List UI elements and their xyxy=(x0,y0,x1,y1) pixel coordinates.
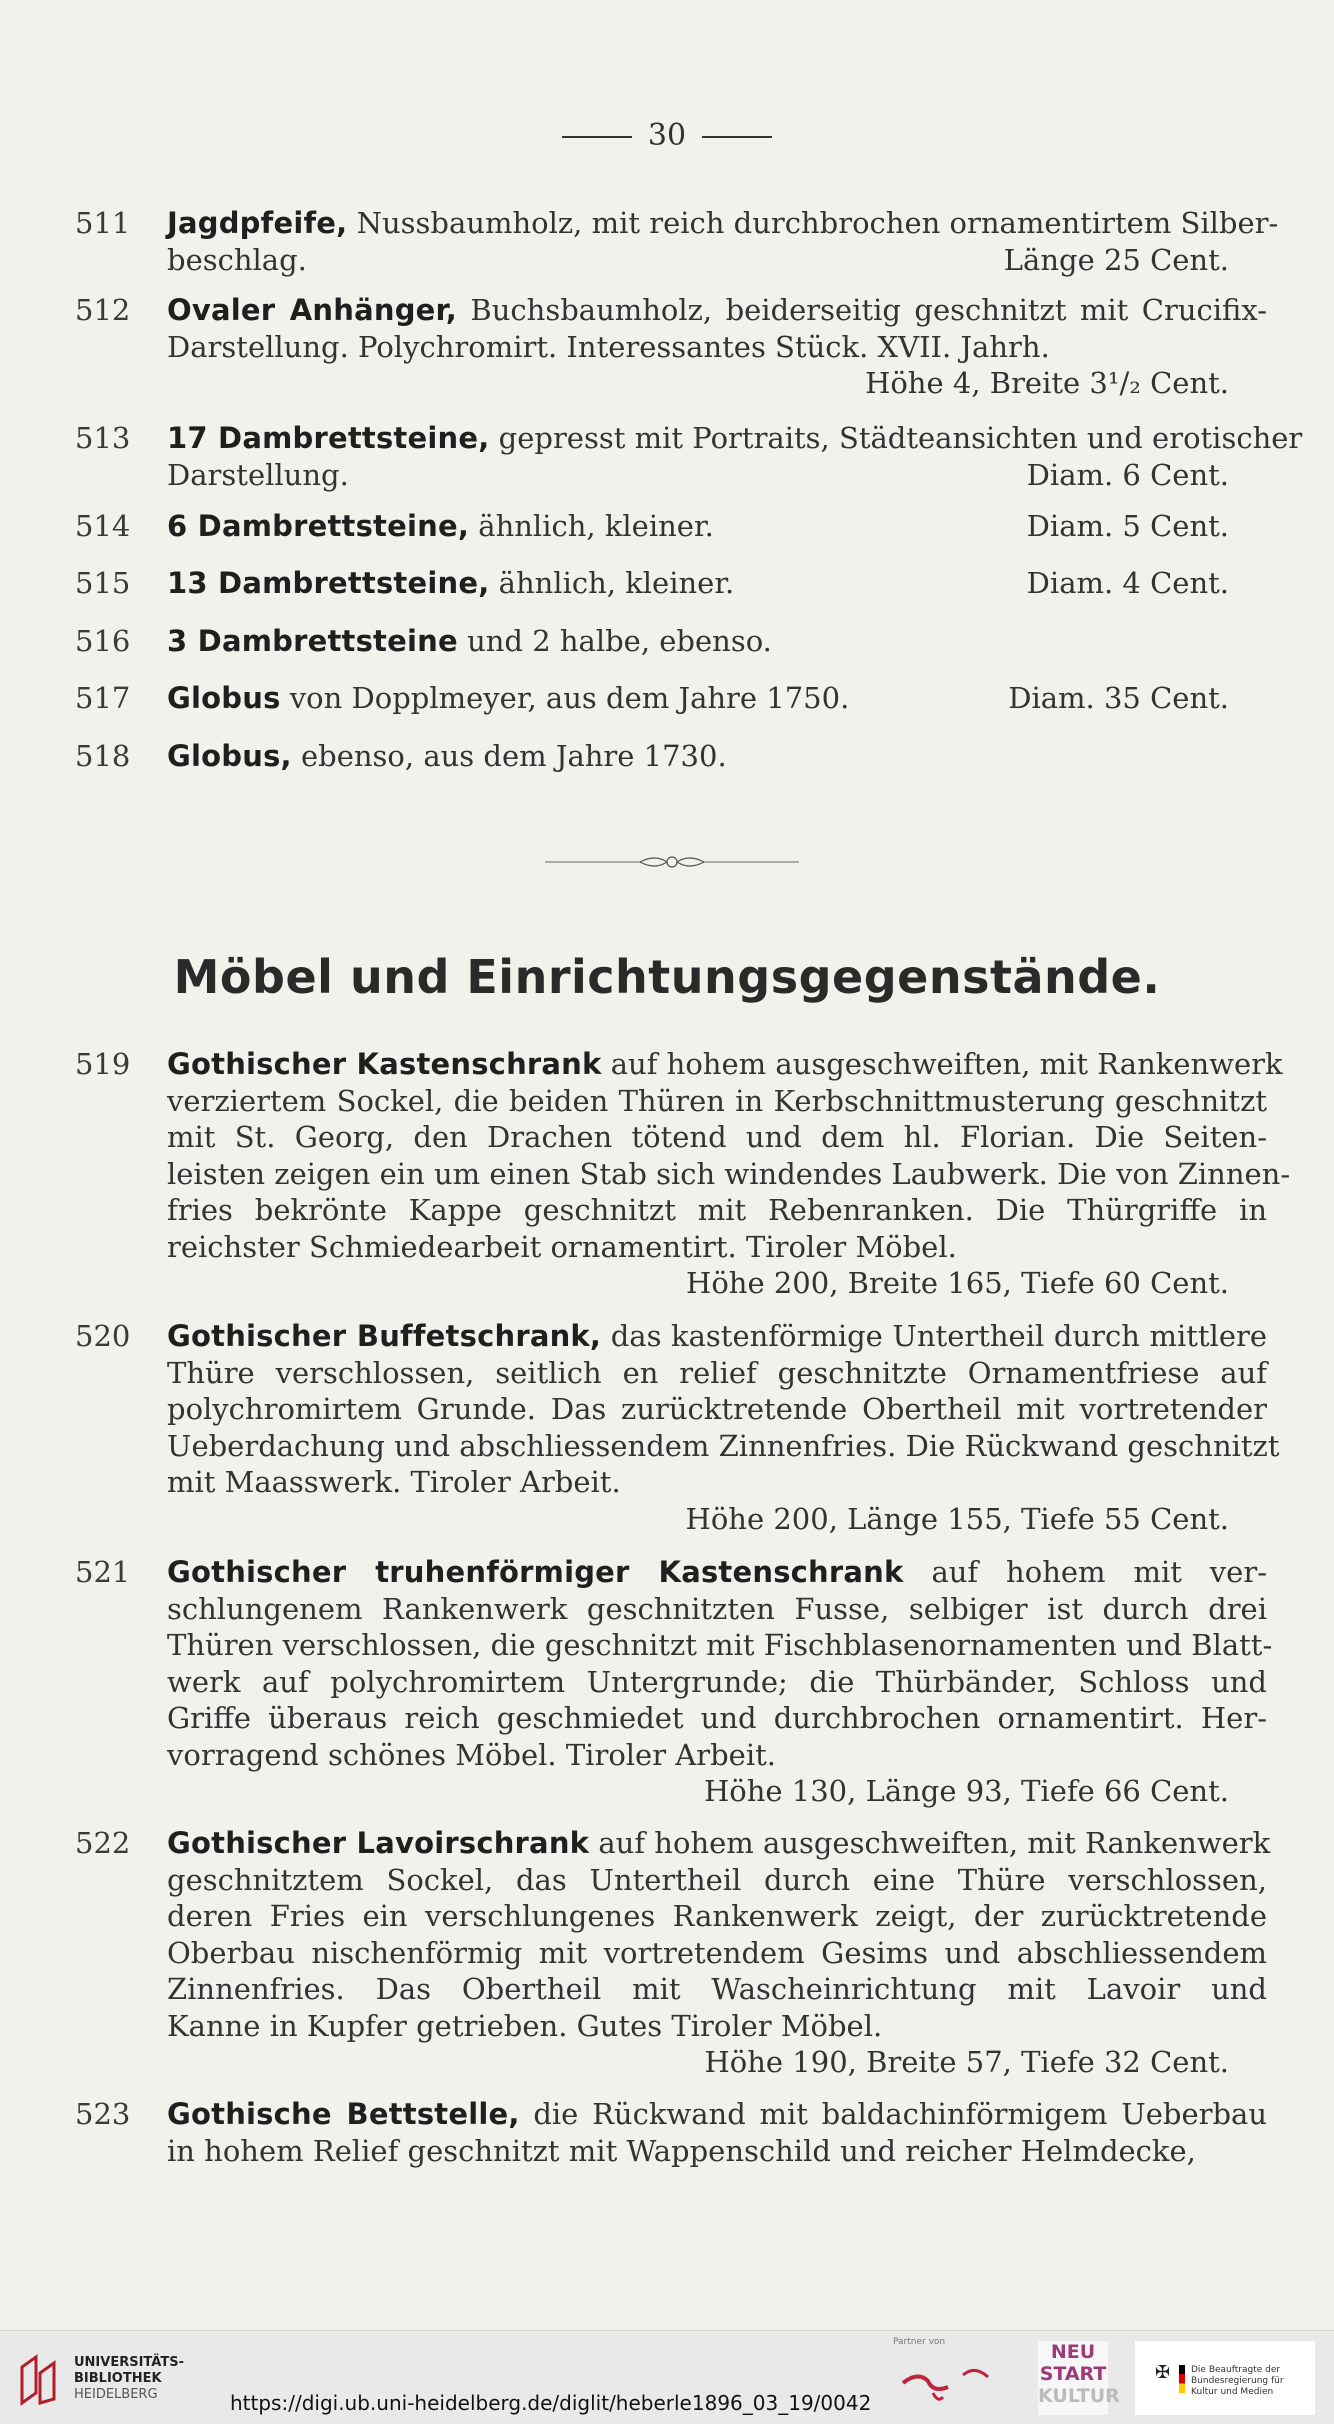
entry-lead-title: 3 Dambrettsteine xyxy=(167,624,458,658)
entry-text-line xyxy=(167,292,1267,328)
entry-text-line xyxy=(167,1591,1267,1627)
entry-number: 517 xyxy=(75,681,131,715)
entry-text-line xyxy=(167,1627,1273,1663)
entry-text-line xyxy=(167,1083,1267,1119)
entry-text-line xyxy=(167,1318,1267,1354)
page-number-dash-right xyxy=(702,136,772,138)
entry-measurements: Länge 25 Cent. xyxy=(1003,242,1229,277)
entry-number: 519 xyxy=(75,1047,131,1081)
footer-bar xyxy=(0,2330,1334,2424)
entry-measurements: Höhe 190, Breite 57, Tiefe 32 Cent. xyxy=(704,2045,1229,2079)
entry-number: 518 xyxy=(75,739,131,773)
entry-number: 520 xyxy=(75,1319,131,1353)
entry-text: und 2 halbe, ebenso. xyxy=(467,624,772,658)
entry-measurements: Diam. 5 Cent. xyxy=(1026,509,1229,543)
entry-text-line xyxy=(167,1046,1283,1082)
entry-text: Darstellung. xyxy=(167,457,349,492)
entry-number: 523 xyxy=(75,2097,131,2131)
entry-lead-title: Globus xyxy=(167,681,281,715)
entry-measurements: Höhe 4, Breite 3¹/₂ Cent. xyxy=(865,366,1229,400)
page-number xyxy=(0,118,1334,153)
entry-text-line xyxy=(167,1935,1267,1971)
entry-text: deren Fries ein verschlungenes Rankenwerk zeigt, der zurücktretende xyxy=(167,1899,1267,1933)
entry-text: Buchsbaumholz, beiderseitig geschnitzt mit Crucifix- xyxy=(470,293,1267,327)
entry-lead-title: Jagdpfeife, xyxy=(167,206,348,240)
entry-text: Thüren verschlossen, die geschnitzt mit Fischblasenornamenten und Blatt- xyxy=(167,1628,1273,1662)
entry-text: reichster Schmiedearbeit ornamentirt. Tiroler Möbel. xyxy=(167,1229,957,1264)
entry-text: ebenso, aus dem Jahre 1730. xyxy=(300,739,727,773)
entry-number: 516 xyxy=(75,624,131,658)
entry-text-line xyxy=(167,1971,1267,2007)
document-url[interactable]: https://digi.ub.uni-heidelberg.de/diglit/heberle1896_03_19/0042 xyxy=(230,2391,872,2415)
partner-bird-logo-icon xyxy=(893,2353,1023,2413)
entry-measurements: Diam. 4 Cent. xyxy=(1026,566,1229,600)
library-name xyxy=(74,2355,184,2403)
entry-number: 521 xyxy=(75,1555,131,1589)
entry-text: die Rückwand mit baldachinförmigem Ueberbau xyxy=(533,2097,1267,2131)
entry-lead-title: Gothischer Kastenschrank xyxy=(167,1047,602,1081)
entry-text-line xyxy=(167,1391,1267,1427)
entry-measurements: Höhe 200, Breite 165, Tiefe 60 Cent. xyxy=(686,1266,1229,1300)
entry-text: Darstellung. Polychromirt. Interessantes Stück. XVII. Jahrh. xyxy=(167,329,1050,364)
entry-text-line xyxy=(167,1664,1267,1700)
entry-text: auf hohem ausgeschweiften, mit Rankenwerk xyxy=(598,1826,1271,1860)
entry-text-line xyxy=(167,1428,1280,1464)
entry-number: 513 xyxy=(75,421,131,455)
entry-text-line xyxy=(167,1355,1267,1391)
entry-text-line xyxy=(167,329,1267,365)
entry-text: fries bekrönte Kappe geschnitzt mit Rebenranken. Die Thürgriffe in xyxy=(167,1193,1267,1227)
entry-text: das kastenförmige Untertheil durch mittlere xyxy=(610,1319,1268,1353)
section-title: Möbel und Einrichtungsgegenstände. xyxy=(173,950,1161,1004)
entry-text: Nussbaumholz, mit reich durchbrochen ornamentirtem Silber- xyxy=(356,206,1279,240)
entry-text-line xyxy=(167,2133,1267,2169)
entry-text: werk auf polychromirtem Untergrunde; die Thürbänder, Schloss und xyxy=(167,1664,1267,1699)
entry-text: von Dopplmeyer, aus dem Jahre 1750. xyxy=(289,681,850,715)
entry-text-line xyxy=(167,1119,1267,1155)
entry-text: leisten zeigen ein um einen Stab sich windendes Laubwerk. Die von Zinnen- xyxy=(167,1156,1291,1191)
library-name-line1: UNIVERSITÄTS- xyxy=(74,2355,184,2370)
federal-government-text: Die Beauftragte der Bundesregierung für Kultur und Medien xyxy=(1191,2365,1284,2397)
flag-bar-icon xyxy=(1179,2365,1185,2393)
entry-lead-title: 13 Dambrettsteine, xyxy=(167,566,490,600)
entry-text-line xyxy=(167,420,1303,456)
entry-text: beschlag. xyxy=(167,242,307,277)
entry-text: mit St. Georg, den Drachen tötend und dem hl. Florian. Die Seiten- xyxy=(167,1120,1267,1154)
entry-number: 514 xyxy=(75,509,131,543)
entry-lead-title: Gothischer Lavoirschrank xyxy=(167,1826,590,1860)
entry-lead-title: Gothischer Buffetschrank, xyxy=(167,1319,602,1353)
entry-text: geschnitztem Sockel, das Untertheil durch eine Thüre verschlossen, xyxy=(167,1862,1267,1897)
entry-text-line xyxy=(167,1737,1267,1773)
entry-text: Thüre verschlossen, seitlich en relief geschnitzte Ornamentfriese auf xyxy=(167,1355,1267,1390)
entry-lead-title: Gothische Bettstelle, xyxy=(167,2097,520,2131)
entry-text-line xyxy=(167,1554,1267,1590)
entry-text-line xyxy=(167,1464,1267,1500)
entry-text-line xyxy=(167,2008,1267,2044)
entry-text-line xyxy=(167,1825,1271,1861)
federal-government-logo xyxy=(1135,2341,1315,2415)
entry-text: verziertem Sockel, die beiden Thüren in Kerbschnittmusterung geschnitzt xyxy=(167,1083,1267,1118)
entry-measurements: Diam. 35 Cent. xyxy=(1008,681,1229,715)
entry-text-line xyxy=(167,738,1267,774)
library-name-line2: BIBLIOTHEK xyxy=(74,2371,162,2386)
neustart-kultur-logo xyxy=(1038,2341,1120,2415)
entry-number: 512 xyxy=(75,293,131,327)
entry-number: 522 xyxy=(75,1826,131,1860)
entry-lead-title: Ovaler Anhänger, xyxy=(167,293,457,327)
entry-text-line xyxy=(167,2096,1267,2132)
entry-text: Kanne in Kupfer getrieben. Gutes Tiroler Möbel. xyxy=(167,2008,883,2043)
entry-text: ähnlich, kleiner. xyxy=(478,509,714,543)
entry-measurements: Höhe 130, Länge 93, Tiefe 66 Cent. xyxy=(703,1774,1229,1808)
entry-text: mit Maasswerk. Tiroler Arbeit. xyxy=(167,1465,621,1499)
neustart-line3: KULTUR xyxy=(1038,2385,1120,2407)
entry-measurements: Höhe 200, Länge 155, Tiefe 55 Cent. xyxy=(685,1501,1229,1536)
entry-text: in hohem Relief geschnitzt mit Wappenschild und reicher Helmdecke, xyxy=(167,2133,1196,2168)
entry-text: auf hohem mit ver- xyxy=(931,1555,1267,1589)
entry-measurements: Diam. 6 Cent. xyxy=(1026,457,1229,492)
entry-lead-title: Globus, xyxy=(167,739,292,773)
library-name-line3: HEIDELBERG xyxy=(74,2387,158,2402)
entry-text: Griffe überaus reich geschmiedet und durchbrochen ornamentirt. Her- xyxy=(167,1701,1267,1735)
entry-text: polychromirtem Grunde. Das zurücktretende Obertheil mit vortretender xyxy=(167,1392,1267,1426)
page-number-dash-left xyxy=(562,136,632,138)
ornament-divider xyxy=(545,852,799,872)
entry-text-line xyxy=(167,1862,1267,1898)
entry-text: vorragend schönes Möbel. Tiroler Arbeit. xyxy=(167,1737,776,1772)
neustart-line2: START xyxy=(1039,2363,1107,2385)
page-number-text: 30 xyxy=(647,118,687,153)
entry-text: auf hohem ausgeschweiften, mit Rankenwerk xyxy=(610,1047,1283,1081)
entry-text-line xyxy=(167,205,1279,241)
entry-text: ähnlich, kleiner. xyxy=(498,566,735,600)
university-library-logo-icon xyxy=(14,2353,64,2409)
neustart-line1: NEU xyxy=(1050,2341,1096,2363)
entry-text-line xyxy=(167,623,1267,659)
entry-text-line xyxy=(167,1898,1267,1934)
entry-text-line xyxy=(167,1156,1291,1192)
entry-lead-title: 17 Dambrettsteine, xyxy=(167,421,490,455)
entry-lead-title: Gothischer truhenförmiger Kastenschrank xyxy=(167,1555,904,1589)
entry-text-line xyxy=(167,1229,1267,1265)
entry-text-line xyxy=(167,1700,1267,1736)
entry-number: 515 xyxy=(75,566,131,600)
entry-text: Ueberdachung und abschliessendem Zinnenfries. Die Rückwand geschnitzt xyxy=(167,1428,1280,1463)
eagle-icon: ✠ xyxy=(1155,2362,1171,2383)
entry-text-line xyxy=(167,1192,1267,1228)
partner-label: Partner von xyxy=(893,2337,946,2347)
entry-text: schlungenem Rankenwerk geschnitzten Fusse, selbiger ist durch drei xyxy=(167,1591,1267,1626)
entry-text: Oberbau nischenförmig mit vortretendem Gesims und abschliessendem xyxy=(167,1935,1267,1970)
entry-lead-title: 6 Dambrettsteine, xyxy=(167,509,470,543)
entry-number: 511 xyxy=(75,206,131,240)
entry-text: Zinnenfries. Das Obertheil mit Wascheinrichtung mit Lavoir und xyxy=(167,1972,1267,2006)
entry-text: gepresst mit Portraits, Städteansichten und erotischer xyxy=(498,421,1303,455)
